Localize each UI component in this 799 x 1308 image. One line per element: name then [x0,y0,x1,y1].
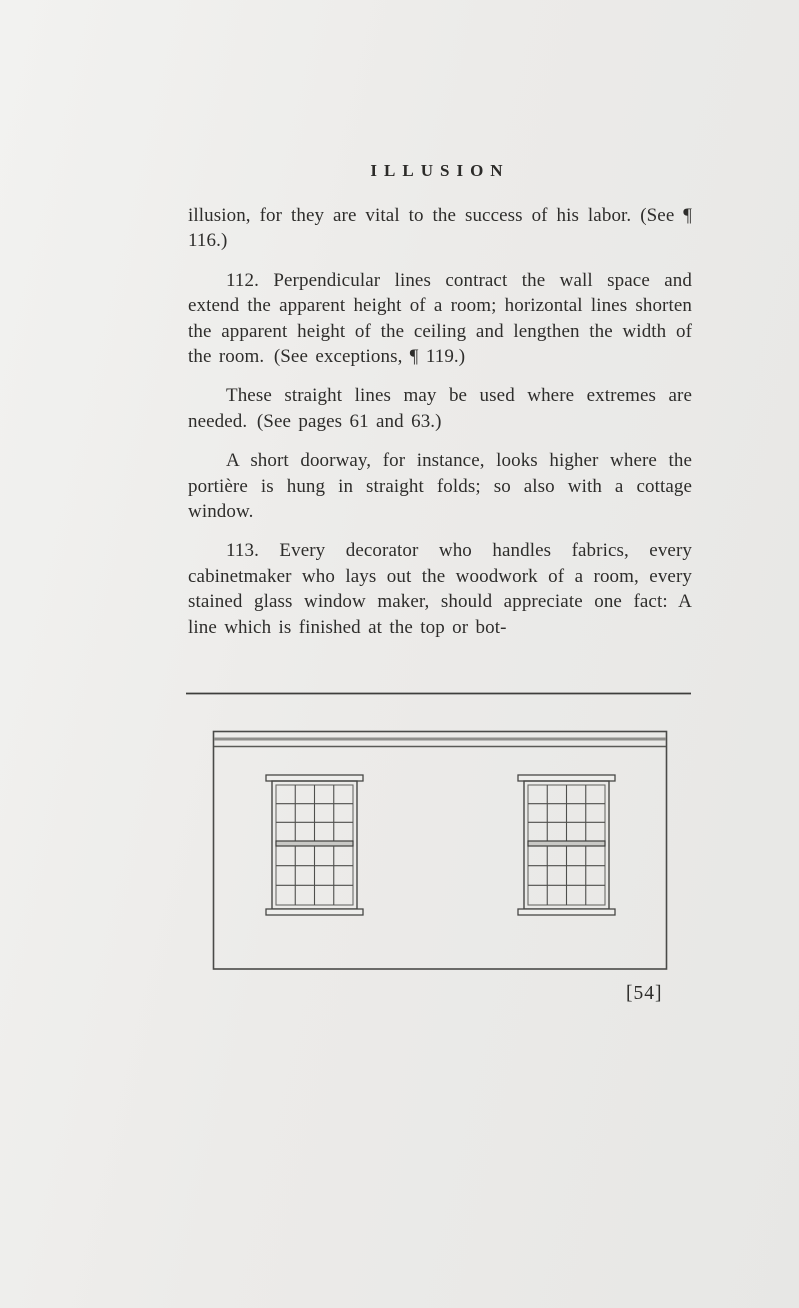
window-right [518,775,615,915]
paragraph-doorway: A short doorway, for instance, looks higher where the portière is hung in straight folds; so also with a cottage window. [188,450,692,523]
paragraph-113: 113. Every decorator who handles fabrics, every cabinetmaker who lays out the woodwork of a room, every stained glass window maker, should appreciate one fact: A line which is finished at the top or bot- [188,540,692,638]
page-number: [54] [626,983,663,1004]
paragraph-112: 112. Perpendicular lines contract the wall space and extend the apparent height of a room; horizontal lines shorten the apparent height of the ceiling and lengthen the width of the room. (See exceptions, ¶ 119.) [188,269,692,368]
wall-elevation-drawing [180,688,700,980]
wall-outline [214,732,667,970]
text-block [188,203,692,654]
paragraph-straight-lines: These straight lines may be used where extremes are needed. (See pages 61 and 63.) [188,385,692,432]
figure-wall-elevation [180,688,700,980]
page-title: ILLUSION [370,161,510,180]
window-left [266,775,363,915]
paragraph-continuation: illusion, for they are vital to the success of his labor. (See ¶ 116.) [188,205,692,252]
